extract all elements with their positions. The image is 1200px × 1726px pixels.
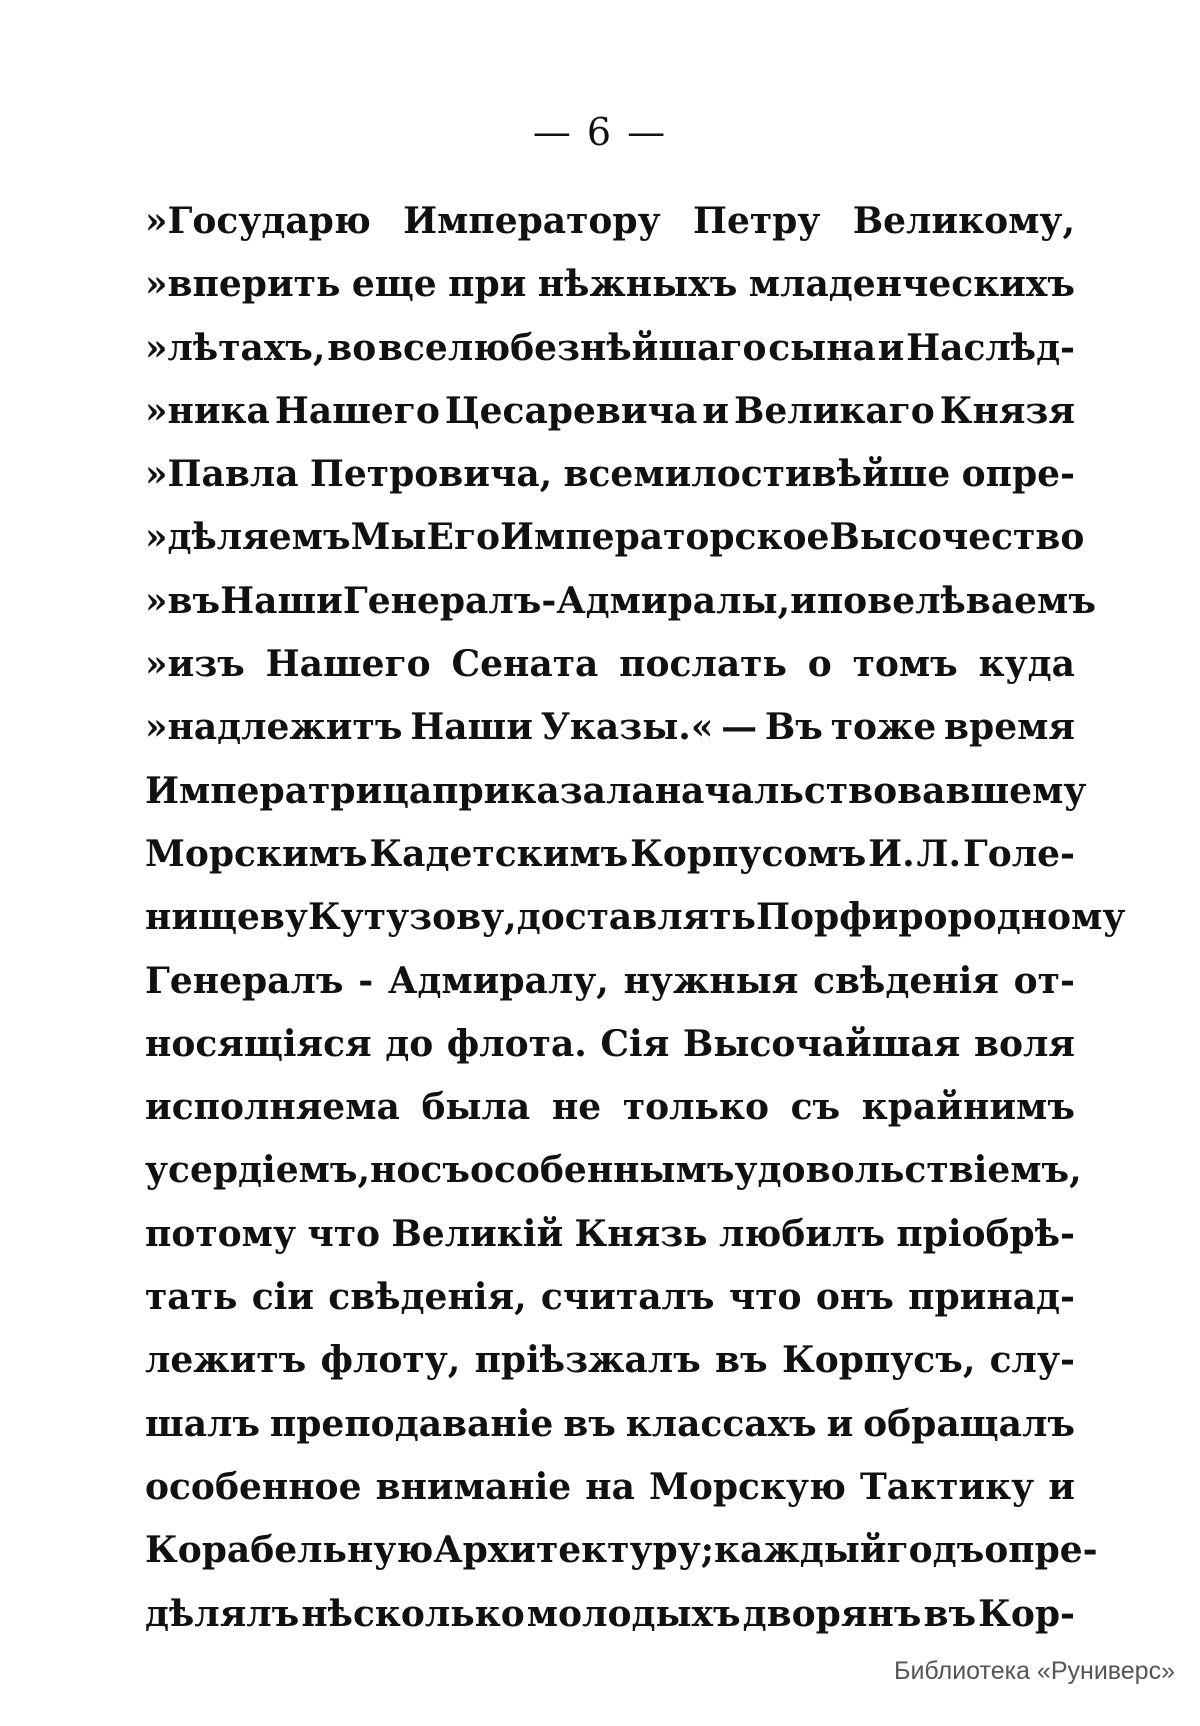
word: Кор- [978,1592,1075,1635]
word: — [721,706,758,749]
word: шалъ [145,1402,261,1445]
word: съ [790,1086,841,1129]
word: исполняема [145,1086,400,1129]
word: слу- [989,1339,1075,1382]
word: Генералъ-Адмиралы, [342,579,791,622]
word: Сія [600,1022,670,1065]
word: Нашего [274,389,440,432]
text-line [145,1593,1075,1656]
word: и [826,1402,854,1445]
word: томъ [852,643,958,686]
page-number: — 6 — [532,110,668,154]
word: принад- [908,1276,1075,1319]
text-line [145,1339,1075,1402]
word: »лѣтахъ, [145,326,326,369]
word: тоже [830,706,937,749]
word: свѣденія, [328,1276,527,1319]
word: любилъ [718,1212,885,1255]
word: Кутузову, [307,896,517,939]
word: преподаваніе [269,1402,554,1445]
text-line [145,643,1075,706]
word: от- [1013,959,1075,1002]
word: еще [351,263,437,306]
word: но [370,1149,421,1192]
word: Генералъ [145,959,344,1002]
word: и [1048,1465,1075,1508]
word: начальствовавшему [654,769,1087,812]
word: пріобрѣ- [896,1212,1075,1255]
text-line [145,200,1075,263]
body-text [145,200,1126,1656]
text-line [145,1403,1075,1466]
word: »вперить [145,263,341,306]
word: обращалъ [863,1402,1075,1445]
word: Цесаревича [444,389,698,432]
word: Императрица [145,769,433,812]
text-line [145,327,1075,390]
word: каждый [714,1529,887,1572]
word: Императору [403,200,661,242]
text-line [145,706,1075,769]
word: »изъ [145,643,245,686]
word: Корабельную [145,1529,434,1572]
word: свѣденія [813,959,999,1002]
word: удовольствіемъ, [734,1149,1082,1192]
word: Мы [350,516,427,559]
word: въ [563,1402,616,1445]
word: Корпусъ, [781,1339,976,1382]
word: всемилостивѣйше [563,453,951,496]
word: послать [619,643,787,686]
word: дворянъ [742,1592,922,1635]
library-credit: Библиотека «Руниверс» [894,1657,1175,1685]
word: Тактику [860,1465,1035,1508]
word: флоту, [320,1339,461,1382]
word: Петру [692,200,821,242]
word: онъ [815,1276,894,1319]
word: была [421,1086,531,1129]
text-line [145,390,1075,453]
text-line [145,769,1087,833]
word: »надлежитъ [145,706,403,749]
text-line [145,516,1085,579]
word: Голе- [962,832,1075,875]
word: вниманіе [375,1465,572,1508]
word: Петровича, [309,453,553,496]
word: куда [978,643,1075,686]
word: Указы.« [540,706,714,749]
word: »въ [145,579,221,622]
word: считалъ [540,1276,715,1319]
word: опре- [984,1529,1098,1572]
word: о [807,643,832,686]
word: Порфирородному [756,896,1126,939]
word: нѣсколько [301,1592,525,1635]
word: особенное [145,1465,362,1508]
word: классахъ [625,1402,817,1445]
text-line [145,1276,1075,1339]
word: Князя [939,389,1075,432]
word: Князь [574,1212,708,1255]
word: Высочайшая [682,1022,961,1065]
word: крайнимъ [861,1086,1075,1129]
word: въ [923,1592,977,1635]
word: и [877,326,905,369]
word: »Павла [145,453,299,496]
word: молодыхъ [526,1592,741,1635]
word: и [790,579,817,622]
word: въ [715,1339,768,1382]
text-line [145,1529,1098,1592]
word: младенческихъ [748,263,1075,306]
word: дѣлялъ [145,1592,300,1635]
text-line [145,263,1075,326]
word: воля [973,1022,1075,1065]
word: приказала [432,769,655,812]
word: Корпусомъ [630,832,867,875]
word: Кадетскимъ [369,832,629,875]
word: вселюбезнѣйшаго [377,326,767,369]
word: нужныя [623,959,799,1002]
word: только [622,1086,769,1129]
word: Императорское [500,516,830,559]
word: Наши [410,706,533,749]
text-line [145,1213,1075,1276]
word: Великаго [733,389,935,432]
word: »Государю [145,200,371,242]
word: особеннымъ [469,1149,735,1192]
word: до [385,1022,434,1065]
text-line [145,1466,1075,1529]
word: съ [420,1149,470,1192]
word: Адмиралу, [388,959,609,1002]
word: сіи [251,1276,314,1319]
word: Сената [451,643,599,686]
word: опре- [961,453,1075,496]
word: И. [868,832,915,875]
word: годъ [886,1529,985,1572]
word: нищеву [145,896,308,939]
word: Наши [220,579,343,622]
text-line [145,1149,1082,1212]
word: при [448,263,527,306]
word: время [944,706,1075,749]
word: доставлять [516,896,756,939]
word: потому [145,1212,296,1255]
text-line [145,579,1096,643]
word: лежитъ [145,1339,307,1382]
word: повелѣваемъ [816,579,1096,622]
word: Въ [764,706,823,749]
word: не [551,1086,602,1129]
word: Наслѣд- [906,326,1075,369]
word: и [702,389,729,432]
word: Великій [391,1212,564,1255]
word: Архитектуру; [433,1529,715,1572]
word: Высочество [829,516,1085,559]
word: усердіемъ, [145,1149,371,1192]
word: пріѣзжалъ [474,1339,701,1382]
text-line [145,453,1075,516]
word: что [728,1276,802,1319]
word: »дѣляемъ [145,516,351,559]
word: Л. [916,832,961,875]
word: нѣжныхъ [537,263,738,306]
word: что [307,1212,381,1255]
word: во [327,326,377,369]
word: Морскую [649,1465,846,1508]
word: носящіяся [145,1022,372,1065]
word: сына [768,326,876,369]
word: - [358,959,374,1002]
text-line [145,960,1075,1023]
word: Его [426,516,501,559]
word: на [585,1465,635,1508]
text-line [145,833,1075,896]
word: флота. [446,1022,587,1065]
text-line [145,896,1126,959]
text-line [145,1023,1075,1086]
word: Морскимъ [145,832,368,875]
word: Нашего [265,643,431,686]
word: Великому, [852,200,1075,242]
word: »ника [145,389,270,432]
word: тать [145,1276,238,1319]
text-line [145,1086,1075,1149]
